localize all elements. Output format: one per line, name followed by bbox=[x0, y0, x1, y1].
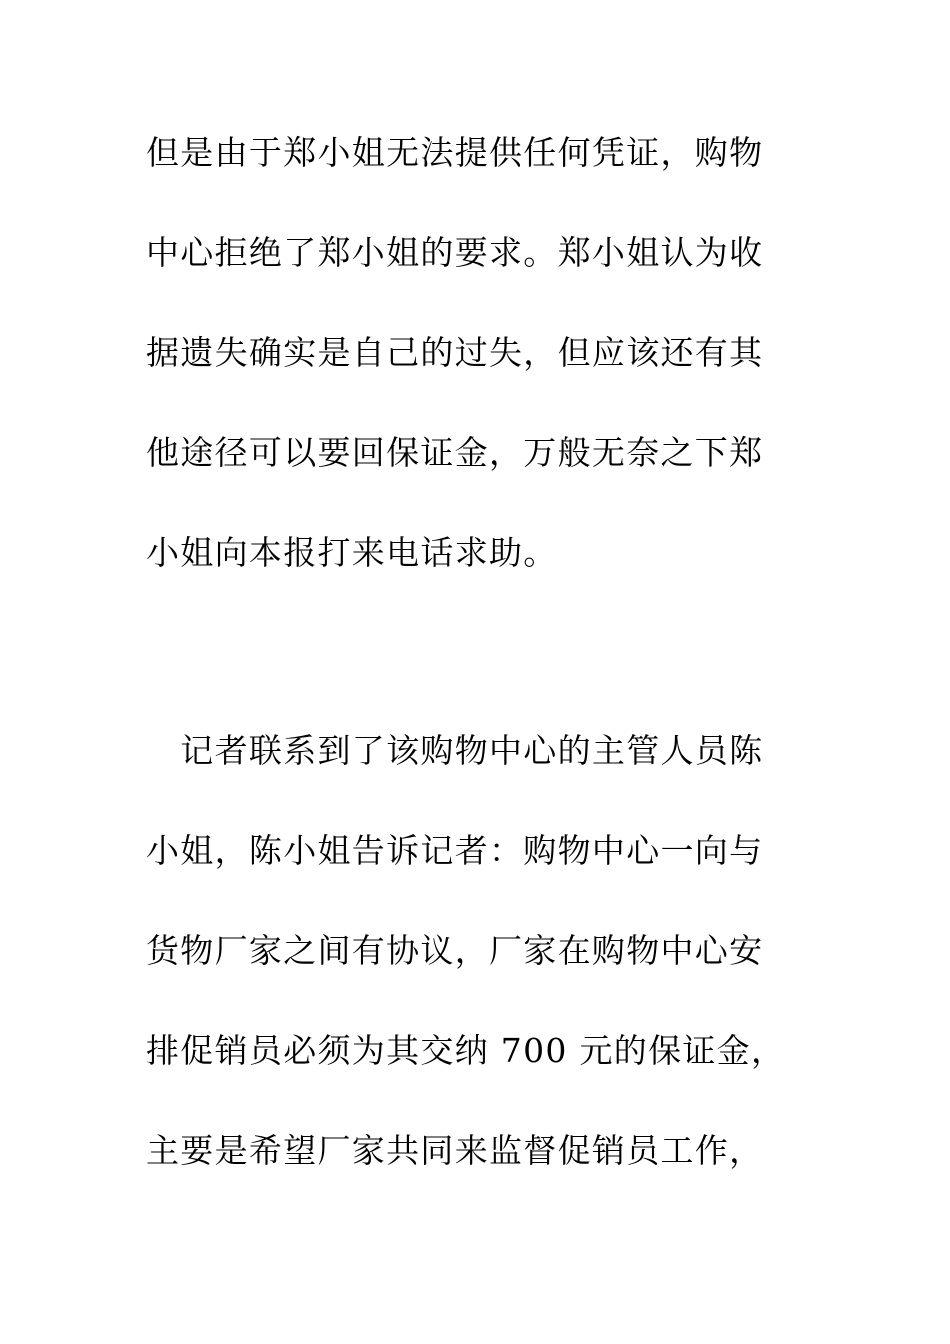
text-line: 排促销员必须为其交纳 700 元的保证金， bbox=[146, 1031, 786, 1070]
text-line: 主要是希望厂家共同来监督促销员工作， bbox=[146, 1131, 764, 1170]
text-line: 他途径可以要回保证金，万般无奈之下郑 bbox=[146, 433, 764, 472]
text-line: 中心拒绝了郑小姐的要求。郑小姐认为收 bbox=[146, 233, 764, 272]
text-line: 货物厂家之间有协议，厂家在购物中心安 bbox=[146, 931, 764, 970]
text-line: 记者联系到了该购物中心的主管人员陈 bbox=[146, 731, 764, 770]
text-line: 据遗失确实是自己的过失，但应该还有其 bbox=[146, 333, 764, 372]
text-line: 小姐，陈小姐告诉记者：购物中心一向与 bbox=[146, 831, 764, 870]
text-line: 但是由于郑小姐无法提供任何凭证，购物 bbox=[146, 133, 764, 172]
text-line: 小姐向本报打来电话求助。 bbox=[146, 533, 558, 572]
